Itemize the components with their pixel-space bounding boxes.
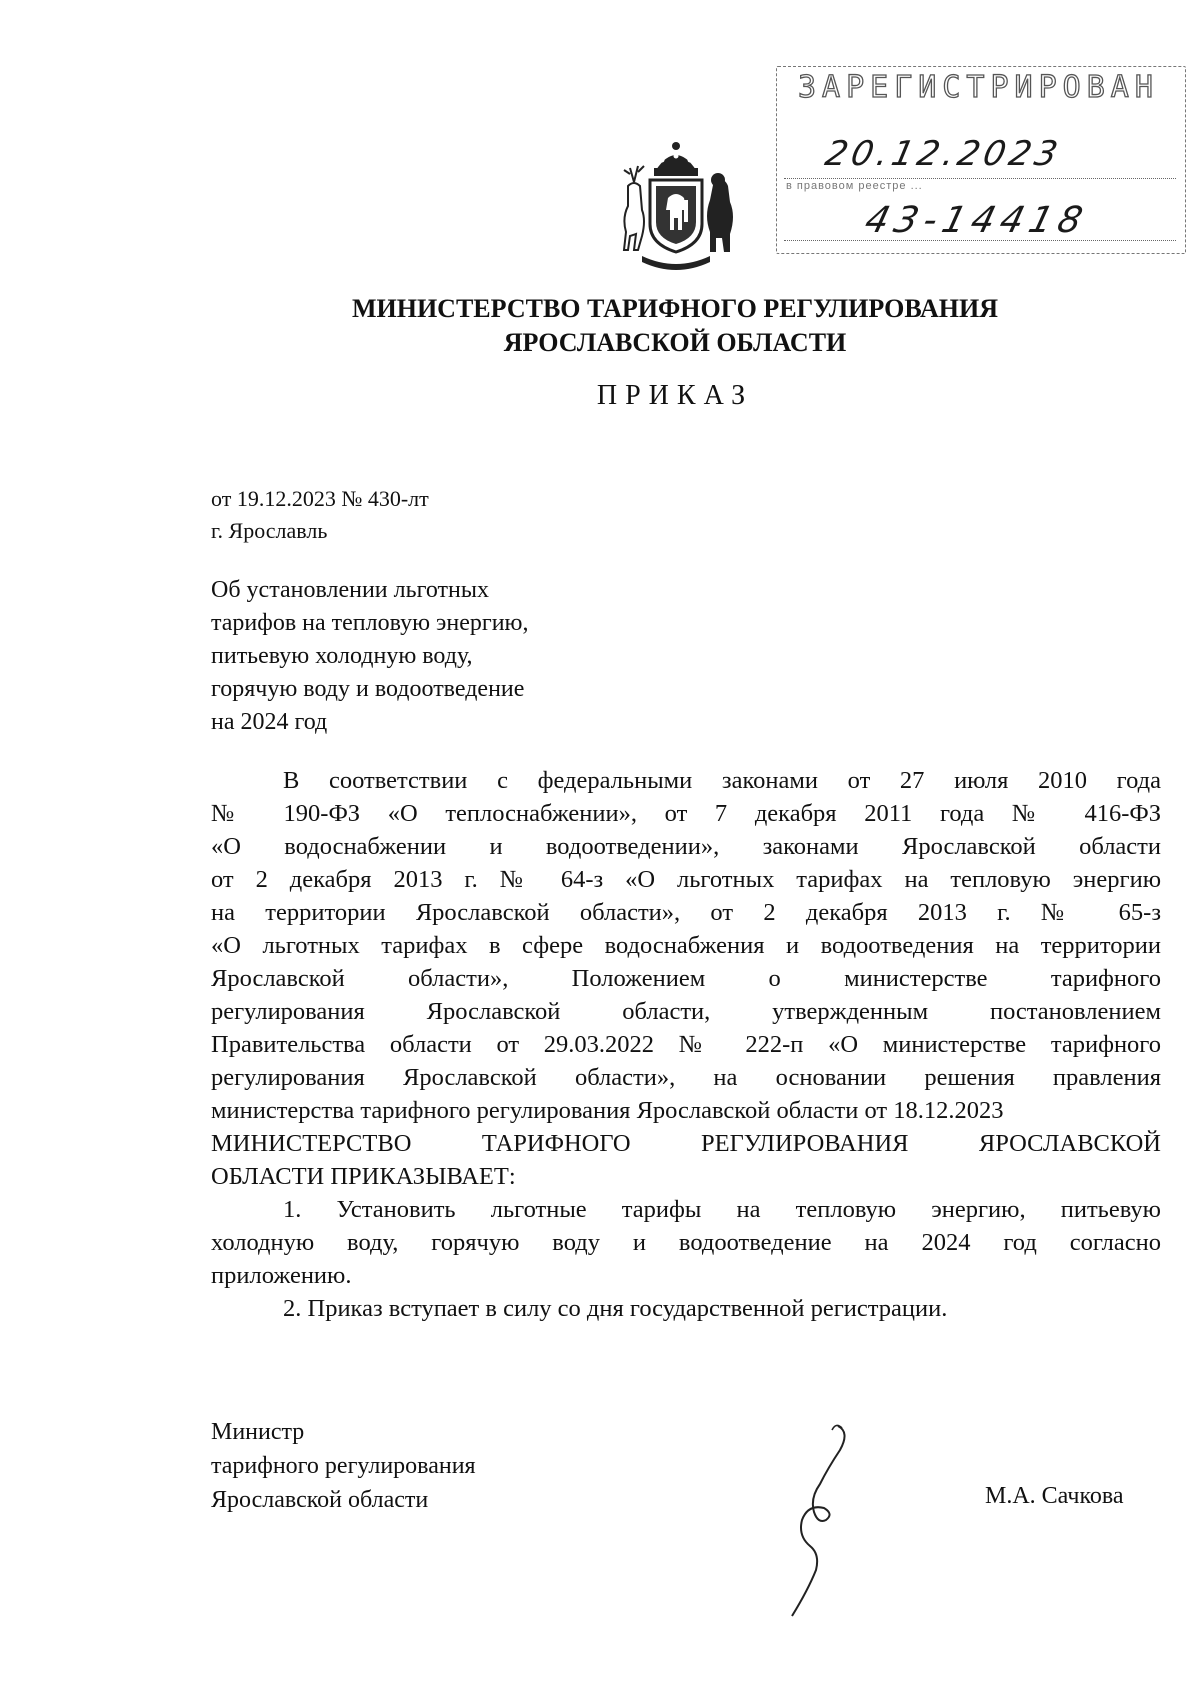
body-line: на территории Ярославской области», от 2 декабря 2013 г. № 65-з — [211, 899, 1161, 926]
document-subject — [211, 574, 528, 739]
stamp-divider — [784, 178, 1176, 179]
signer-role-line: тарифного регулирования — [211, 1453, 476, 1479]
body-line: от 2 декабря 2013 г. № 64-з «О льготных тарифах на тепловую энергию — [211, 866, 1161, 893]
subject-line: на 2024 год — [211, 709, 328, 735]
subject-line: питьевую холодную воду, — [211, 643, 473, 669]
ministry-name — [0, 292, 1200, 360]
stamp-divider — [784, 240, 1176, 241]
body-line: Правительства области от 29.03.2022 № 222-п «О министерстве тарифного — [211, 1031, 1161, 1058]
subject-line: тарифов на тепловую энергию, — [211, 610, 529, 636]
order-item-1-line: приложению. — [211, 1262, 352, 1289]
document-meta — [211, 483, 429, 547]
body-line: № 190-ФЗ «О теплоснабжении», от 7 декабря 2011 года № 416-ФЗ — [211, 800, 1161, 827]
signer-role-line: Ярославской области — [211, 1487, 429, 1513]
order-item-2: 2. Приказ вступает в силу со дня государственной регистрации. — [283, 1295, 948, 1322]
document-body — [211, 764, 1161, 1325]
document-city: г. Ярославль — [211, 518, 328, 543]
stamp-caption: в правовом реестре ... — [786, 180, 923, 192]
order-item-1-line: холодную воду, горячую воду и водоотведение на 2024 год согласно — [211, 1229, 1161, 1256]
body-line: МИНИСТЕРСТВО ТАРИФНОГО РЕГУЛИРОВАНИЯ ЯРОСЛАВСКОЙ — [211, 1130, 1161, 1157]
subject-line: горячую воду и водоотведение — [211, 676, 525, 702]
body-line: В соответствии с федеральными законами от 27 июля 2010 года — [283, 767, 1161, 794]
document-type-title: ПРИКАЗ — [596, 380, 754, 411]
body-line: «О льготных тарифах в сфере водоснабжения и водоотведения на территории — [211, 932, 1161, 959]
body-line: ОБЛАСТИ ПРИКАЗЫВАЕТ: — [211, 1163, 516, 1190]
coat-of-arms-emblem — [612, 140, 740, 270]
document-date-number: от 19.12.2023 № 430-лт — [211, 486, 429, 511]
body-line: «О водоснабжении и водоотведении», законами Ярославской области — [211, 833, 1161, 860]
ministry-name-line: ЯРОСЛАВСКОЙ ОБЛАСТИ — [503, 328, 847, 357]
subject-line: Об установлении льготных — [211, 577, 489, 603]
registration-stamp — [776, 66, 1186, 254]
stamp-title: ЗАРЕГИСТРИРОВАН — [798, 70, 1159, 105]
order-item-1-line: 1. Установить льготные тарифы на тепловую энергию, питьевую — [283, 1196, 1161, 1223]
stamp-date: 20.12.2023 — [821, 134, 1065, 174]
ministry-name-line: МИНИСТЕРСТВО ТАРИФНОГО РЕГУЛИРОВАНИЯ — [351, 294, 999, 323]
signer-role — [211, 1415, 476, 1517]
body-line: Ярославской области», Положением о министерстве тарифного — [211, 965, 1161, 992]
signer-name: М.А. Сачкова — [985, 1483, 1124, 1509]
body-line: регулирования Ярославской области», на основании решения правления — [211, 1064, 1161, 1091]
body-line: регулирования Ярославской области, утвержденным постановлением — [211, 998, 1161, 1025]
signer-role-line: Министр — [211, 1419, 305, 1445]
stamp-registration-number: 43-14418 — [860, 200, 1093, 241]
body-line: министерства тарифного регулирования Ярославской области от 18.12.2023 — [211, 1097, 1004, 1124]
handwritten-signature — [780, 1420, 870, 1620]
